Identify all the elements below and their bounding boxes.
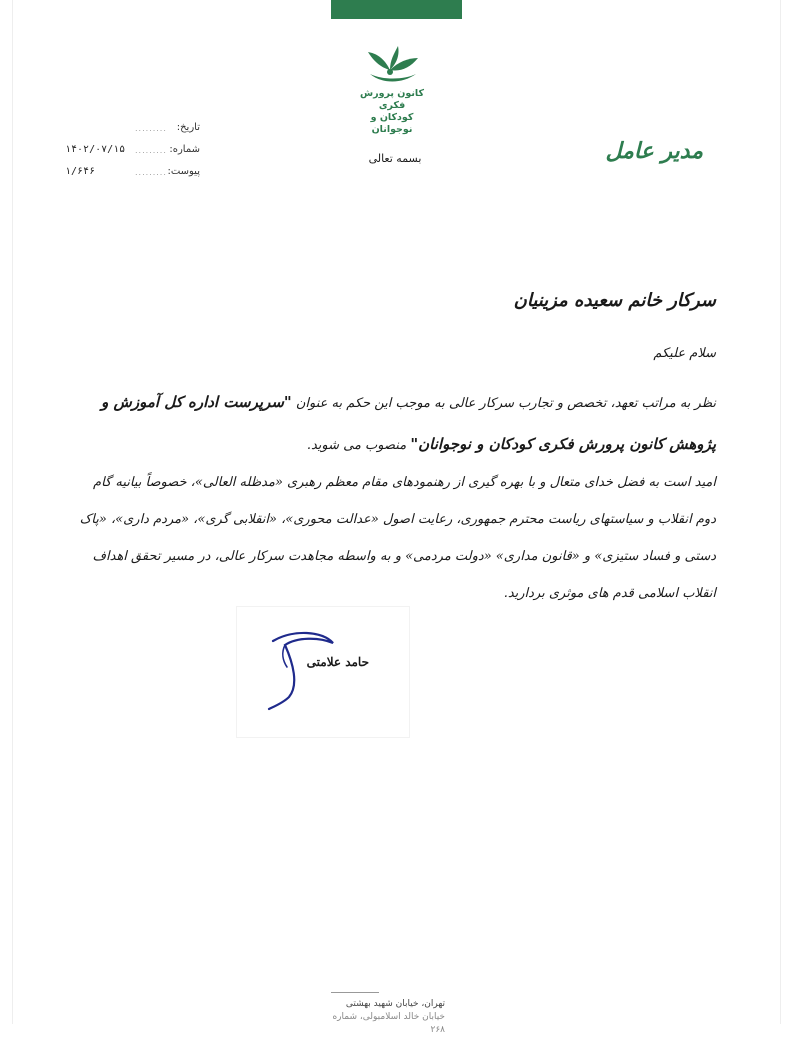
footer-address [325, 998, 445, 1037]
attachment-dots: ......... [135, 168, 167, 177]
page-edge-left [12, 0, 13, 1024]
organization-name-line1: کانون پرورش فکری [360, 88, 424, 111]
number-label: شماره: [169, 144, 200, 155]
footer-address-line2: خیابان خالد اسلامبولی، شماره ۲۶۸ [332, 1012, 445, 1035]
number-row [60, 144, 210, 166]
page-edge-right [780, 0, 781, 1024]
letter-metadata [60, 122, 210, 188]
footer-address-line1: تهران، خیابان شهید بهشتی [345, 999, 445, 1009]
attachment-row [60, 166, 210, 188]
organization-logo [352, 44, 432, 135]
attachment-label: پیوست: [167, 166, 200, 177]
basmala: بسمه تعالی [368, 152, 422, 165]
guidance-paragraph: امید است به فضل خدای متعال و با بهره گیری از رهنمودهای مقام معظم رهبری «مدظله العالی»، خصوصاً بیانیه گام دوم انقلاب و سیاستهای ریاست محترم جمهوری، رعایت اصول «عدالت محوری»، «انقلابی گری»، «مردم داری»، «پاک دستی و فساد ستیزی» و «قانون مداری» «دولت مردمی» و به واسطه مجاهدت سرکار عالی، در مسیر تحقق اهداف انقلاب اسلامی قدم های موثری بردارید. [79, 475, 716, 601]
organization-name [352, 88, 432, 136]
organization-name-line2: کودکان و نوجوانان [370, 112, 414, 135]
appointment-intro: نظر به مراتب تعهد، تخصص و تجارب سرکار عالی به موجب این حکم به عنوان [295, 396, 716, 411]
date-label: تاریخ: [176, 122, 200, 133]
header-accent-bar [331, 0, 462, 19]
appointment-position: "سرپرست اداره کل آموزش و پژوهش کانون پرورش فکری کودکان و نوجوانان" [101, 393, 716, 453]
appointment-end: منصوب می شوید. [306, 438, 407, 453]
signer-name: حامد علامتی [306, 655, 369, 669]
appointment-paragraph [76, 382, 716, 466]
signature-block [236, 606, 410, 738]
number-value: ۱۴۰۲/۰۷/۱۵ [65, 144, 126, 155]
recipient-name: سرکار خانم سعیده مزینیان [513, 290, 716, 311]
date-dots: ......... [135, 124, 167, 133]
greeting: سلام علیکم [653, 346, 716, 361]
number-dots: ......... [135, 146, 167, 155]
attachment-value: ۱/۶۴۶ [65, 166, 96, 177]
date-row [60, 122, 210, 144]
footer-divider [331, 992, 379, 993]
ceo-title: مدیر عامل [605, 138, 703, 164]
kanoon-logo-icon [360, 44, 424, 88]
